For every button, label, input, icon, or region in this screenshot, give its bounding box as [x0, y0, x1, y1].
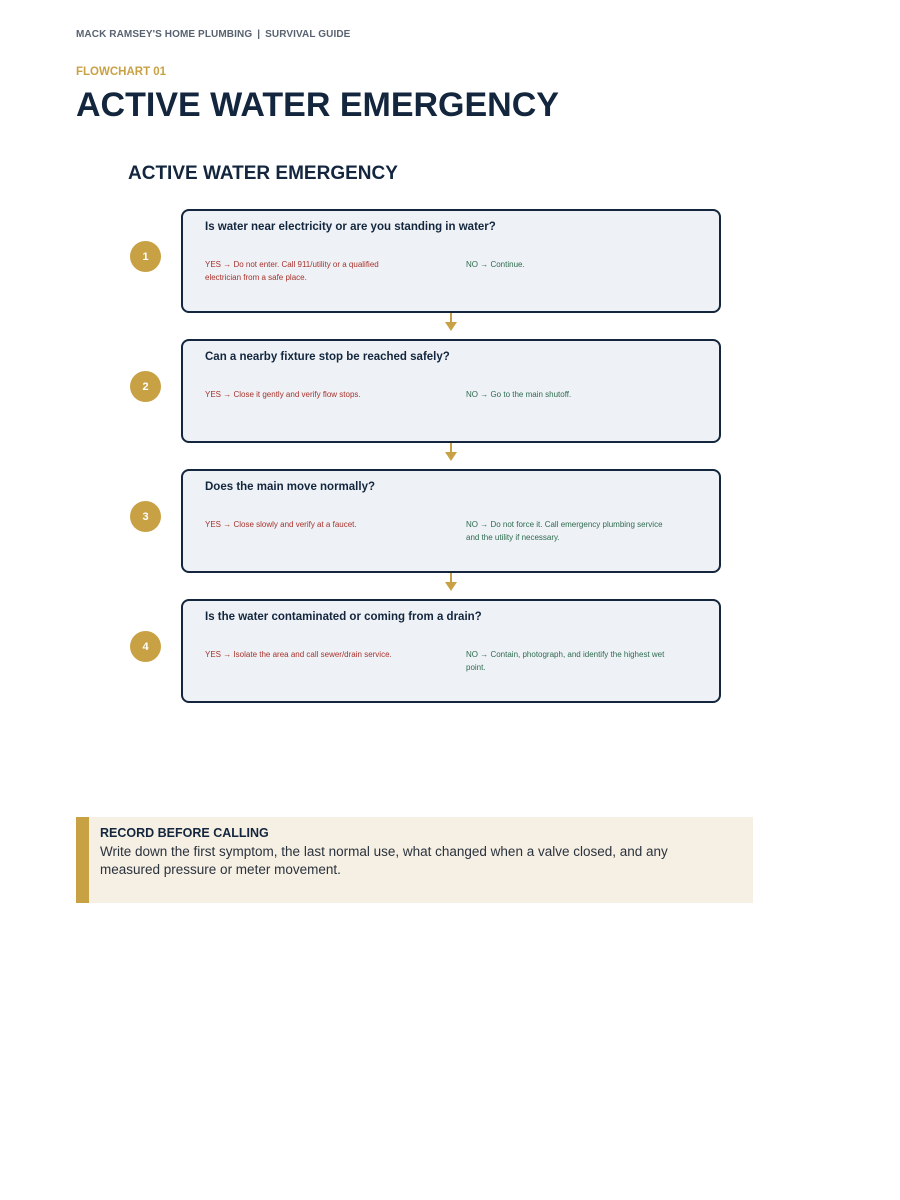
header-section: SURVIVAL GUIDE — [265, 29, 351, 40]
callout-title: RECORD BEFORE CALLING — [100, 826, 269, 840]
header-brand: MACK RAMSEY'S HOME PLUMBING — [76, 29, 253, 40]
step-yes-outcome: YES → Do not enter. Call 911/utility or a qualified electrician from a safe place. — [205, 260, 379, 282]
step-no-outcome: NO → Contain, photograph, and identify the highest wet point. — [466, 650, 665, 672]
step-number-badge: 4 — [130, 631, 161, 662]
flowchart-step-1 — [0, 209, 900, 313]
step-question: Does the main move normally? — [205, 481, 375, 493]
flowchart-step-2 — [0, 339, 900, 443]
record-before-calling-callout — [76, 817, 753, 903]
step-yes-outcome: YES → Isolate the area and call sewer/drain service. — [205, 650, 392, 659]
step-yes-outcome: YES → Close it gently and verify flow stops. — [205, 390, 361, 399]
step-number-badge: 1 — [130, 241, 161, 272]
step-number-badge: 2 — [130, 371, 161, 402]
step-no-outcome: NO → Do not force it. Call emergency plumbing service and the utility if necessary. — [466, 520, 663, 542]
header-separator: | — [257, 29, 261, 40]
step-no-outcome: NO → Continue. — [466, 260, 525, 269]
flowchart-step-4 — [0, 599, 900, 703]
step-box — [181, 339, 721, 443]
step-box — [181, 209, 721, 313]
step-question: Is water near electricity or are you standing in water? — [205, 221, 496, 233]
step-yes-outcome: YES → Close slowly and verify at a faucet. — [205, 520, 357, 529]
page-title: ACTIVE WATER EMERGENCY — [76, 86, 559, 124]
step-question: Is the water contaminated or coming from a drain? — [205, 611, 482, 623]
flowchart-label: FLOWCHART 01 — [76, 66, 167, 78]
arrow-down-icon — [444, 573, 458, 593]
flowchart-title: ACTIVE WATER EMERGENCY — [128, 163, 398, 184]
arrow-down-icon — [444, 313, 458, 333]
arrow-down-icon — [444, 443, 458, 463]
step-box — [181, 599, 721, 703]
running-header — [76, 29, 350, 40]
flowchart-step-3 — [0, 469, 900, 573]
step-box — [181, 469, 721, 573]
step-number-badge: 3 — [130, 501, 161, 532]
step-no-outcome: NO → Go to the main shutoff. — [466, 390, 572, 399]
step-question: Can a nearby fixture stop be reached safely? — [205, 351, 450, 363]
callout-body: Write down the first symptom, the last normal use, what changed when a valve closed, and any measured pressure or meter movement. — [100, 844, 668, 877]
